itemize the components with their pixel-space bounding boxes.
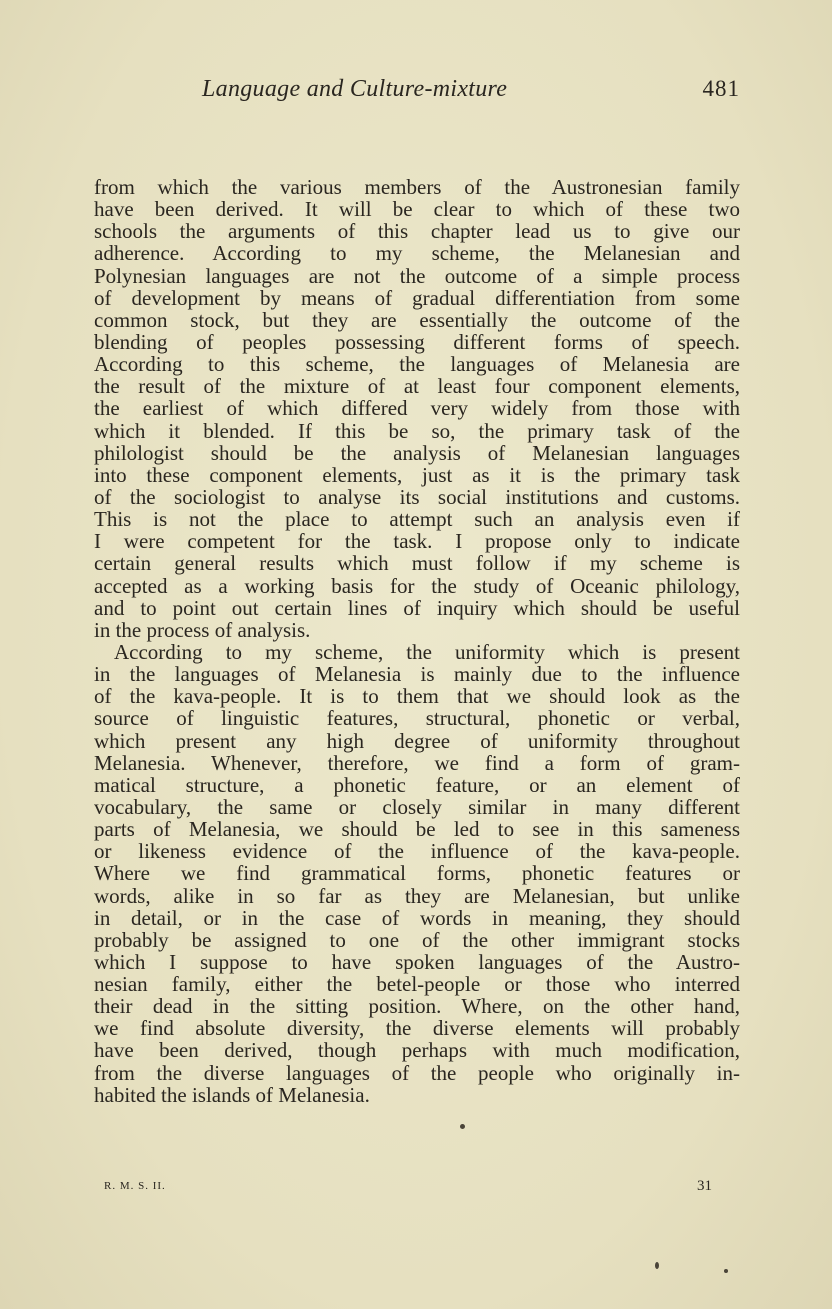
text-line: from the diverse languages of the people who originally in- bbox=[94, 1060, 740, 1085]
text-line: vocabulary, the same or closely similar in many different bbox=[94, 794, 740, 819]
text-line: probably be assigned to one of the other immigrant stocks bbox=[94, 927, 740, 952]
text-line: source of linguistic features, structural, phonetic or verbal, bbox=[94, 706, 740, 731]
text-line: the result of the mixture of at least four component elements, bbox=[94, 374, 740, 399]
text-line: their dead in the sitting position. Where, on the other hand, bbox=[94, 994, 740, 1019]
text-line: According to this scheme, the languages of Melanesia are bbox=[94, 352, 740, 377]
text-line: or likeness evidence of the influence of the kava-people. bbox=[94, 839, 740, 864]
text-line: accepted as a working basis for the study of Oceanic philology, bbox=[94, 573, 740, 598]
text-line: Where we find grammatical forms, phonetic features or bbox=[94, 861, 740, 886]
text-line: have been derived. It will be clear to which of these two bbox=[94, 197, 740, 222]
text-line: the earliest of which differed very widely from those with bbox=[94, 396, 740, 421]
text-line: we find absolute diversity, the diverse elements will probably bbox=[94, 1016, 740, 1041]
ink-speck bbox=[724, 1269, 728, 1273]
text-line: I were competent for the task. I propose only to indicate bbox=[94, 529, 740, 554]
text-line: in detail, or in the case of words in meaning, they should bbox=[94, 905, 740, 930]
page-number: 481 bbox=[702, 76, 740, 101]
text-line: habited the islands of Melanesia. bbox=[94, 1082, 370, 1107]
text-line: nesian family, either the betel-people or those who interred bbox=[94, 972, 740, 997]
text-line: which it blended. If this be so, the primary task of the bbox=[94, 418, 740, 443]
text-line: certain general results which must follow if my scheme is bbox=[94, 551, 740, 576]
text-line: common stock, but they are essentially the outcome of the bbox=[94, 307, 740, 332]
text-line: According to my scheme, the uniformity which is present bbox=[114, 639, 740, 664]
ink-speck bbox=[655, 1262, 659, 1269]
ink-speck bbox=[460, 1124, 465, 1129]
text-line: schools the arguments of this chapter lead us to give our bbox=[94, 219, 740, 244]
text-line: which present any high degree of uniformity throughout bbox=[94, 728, 740, 753]
text-line: have been derived, though perhaps with much modification, bbox=[94, 1038, 740, 1063]
text-line: parts of Melanesia, we should be led to see in this sameness bbox=[94, 817, 740, 842]
page-header bbox=[94, 76, 740, 108]
text-line: words, alike in so far as they are Melanesian, but unlike bbox=[94, 883, 740, 908]
text-line: which I suppose to have spoken languages of the Austro- bbox=[94, 949, 740, 974]
text-line: This is not the place to attempt such an analysis even if bbox=[94, 507, 740, 532]
sheet-number: 31 bbox=[697, 1178, 712, 1194]
text-line: Melanesia. Whenever, therefore, we find a form of gram- bbox=[94, 750, 740, 775]
text-line: of development by means of gradual differentiation from some bbox=[94, 285, 740, 310]
text-line: of the kava-people. It is to them that we should look as the bbox=[94, 684, 740, 709]
text-line: in the process of analysis. bbox=[94, 617, 311, 642]
text-line: philologist should be the analysis of Melanesian languages bbox=[94, 440, 740, 465]
text-line: in the languages of Melanesia is mainly due to the influence bbox=[94, 662, 740, 687]
page-footer bbox=[94, 1180, 740, 1200]
text-line: blending of peoples possessing different forms of speech. bbox=[94, 329, 740, 354]
text-line: Polynesian languages are not the outcome of a simple process bbox=[94, 263, 740, 288]
body-text bbox=[94, 176, 740, 1106]
printer-signature: R. M. S. II. bbox=[104, 1180, 166, 1192]
text-line: adherence. According to my scheme, the Melanesian and bbox=[94, 241, 740, 266]
running-title: Language and Culture-mixture bbox=[202, 76, 508, 102]
text-line: from which the various members of the Austronesian family bbox=[94, 175, 740, 199]
text-line: and to point out certain lines of inquiry which should be useful bbox=[94, 595, 740, 620]
text-line: matical structure, a phonetic feature, or an element of bbox=[94, 772, 740, 797]
text-line: of the sociologist to analyse its social institutions and customs. bbox=[94, 484, 740, 509]
text-line: into these component elements, just as it is the primary task bbox=[94, 462, 740, 487]
